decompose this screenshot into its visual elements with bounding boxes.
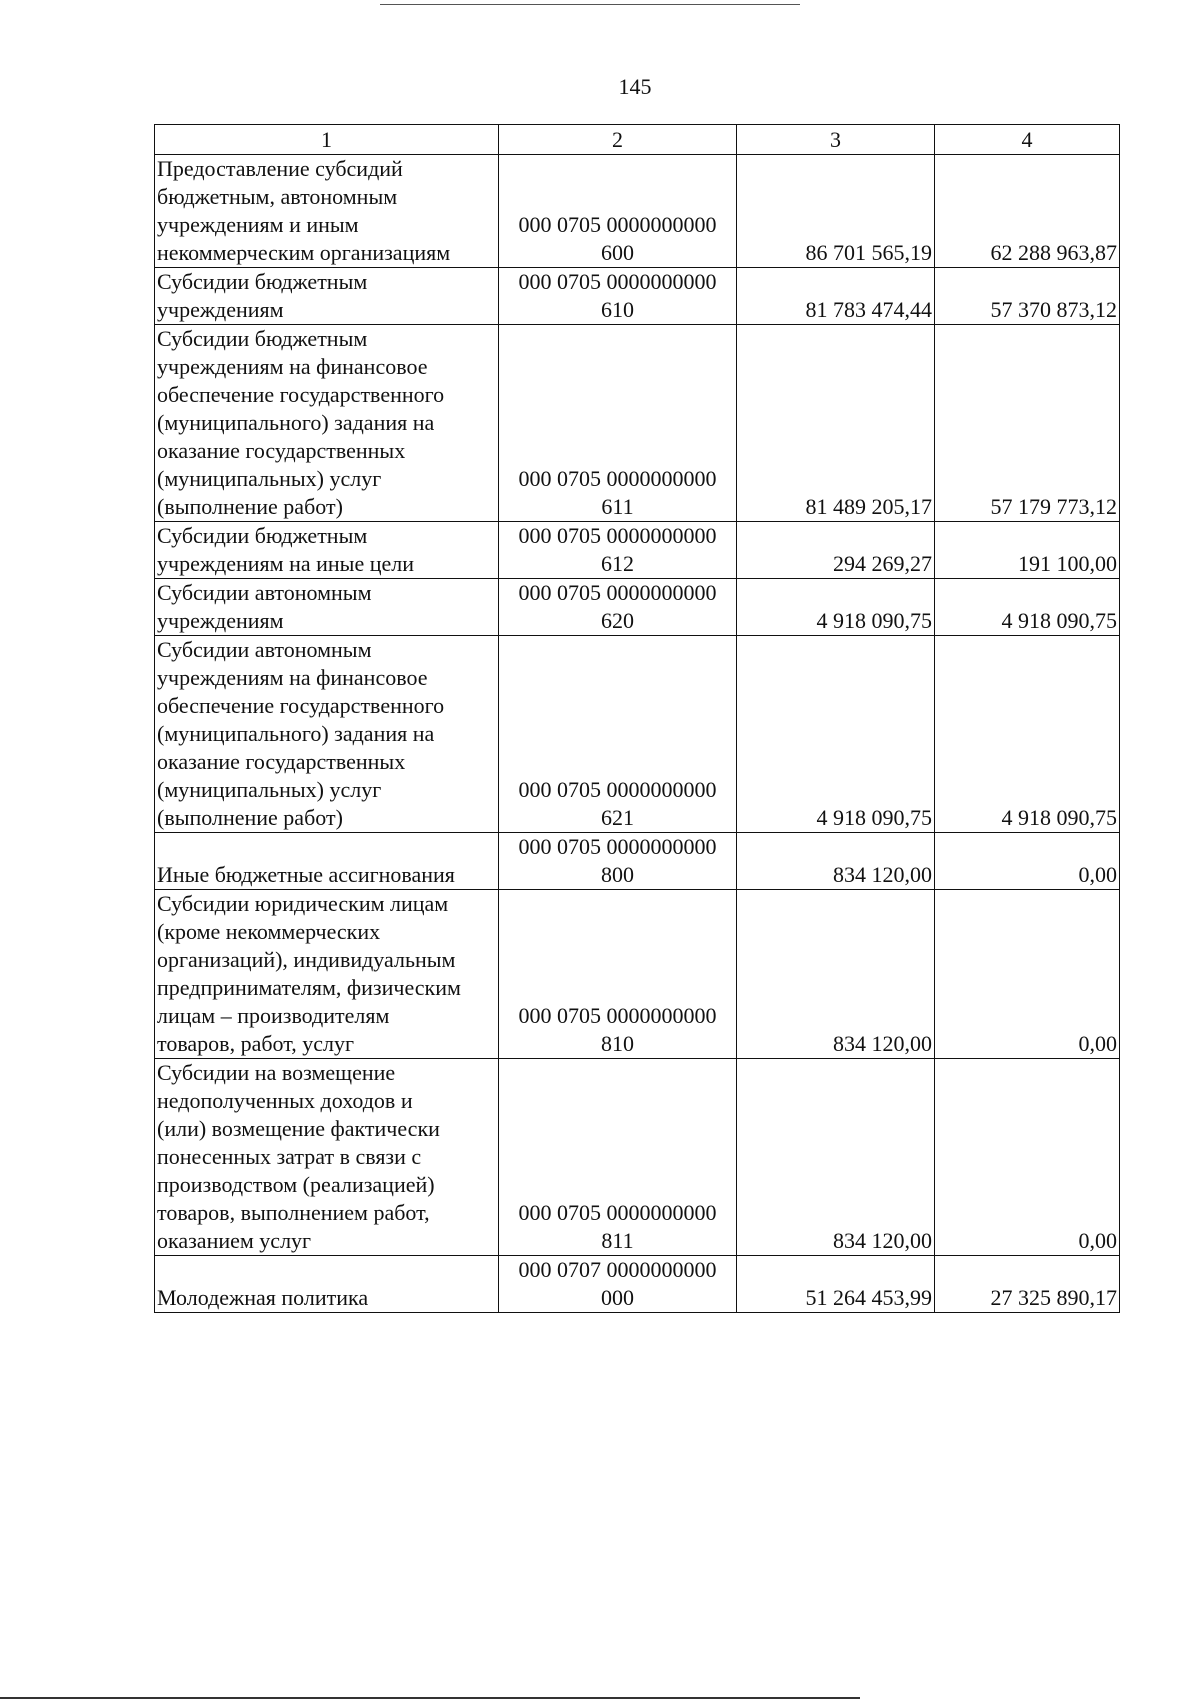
row-name: Субсидии бюджетным учреждениям на иные цели bbox=[155, 522, 499, 579]
column-header-2: 2 bbox=[499, 125, 737, 155]
table-row bbox=[155, 636, 1120, 833]
row-code: 000 0705 0000000000 612 bbox=[499, 522, 737, 579]
row-name: Субсидии автономным учреждениям на финансовое обеспечение государственного (муниципального) задания на оказание государственных (муниципальных) услуг (выполнение работ) bbox=[155, 636, 499, 833]
row-value-col4: 57 179 773,12 bbox=[935, 325, 1120, 522]
row-code: 000 0707 0000000000 000 bbox=[499, 1256, 737, 1313]
row-value-col3: 81 489 205,17 bbox=[737, 325, 935, 522]
row-name: Молодежная политика bbox=[155, 1256, 499, 1313]
row-value-col4: 4 918 090,75 bbox=[935, 579, 1120, 636]
row-code: 000 0705 0000000000 621 bbox=[499, 636, 737, 833]
row-value-col4: 27 325 890,17 bbox=[935, 1256, 1120, 1313]
budget-table bbox=[154, 124, 1120, 1313]
row-name: Субсидии бюджетным учреждениям на финансовое обеспечение государственного (муниципального) задания на оказание государственных (муниципальных) услуг (выполнение работ) bbox=[155, 325, 499, 522]
row-name: Субсидии бюджетным учреждениям bbox=[155, 268, 499, 325]
row-value-col4: 62 288 963,87 bbox=[935, 155, 1120, 268]
page-number: 145 bbox=[618, 74, 652, 99]
row-code: 000 0705 0000000000 600 bbox=[499, 155, 737, 268]
column-header-1: 1 bbox=[155, 125, 499, 155]
row-name: Субсидии автономным учреждениям bbox=[155, 579, 499, 636]
row-value-col3: 86 701 565,19 bbox=[737, 155, 935, 268]
row-name: Субсидии на возмещение недополученных доходов и (или) возмещение фактически понесенных затрат в связи с производством (реализацией) товаров, выполнением работ, оказанием услуг bbox=[155, 1059, 499, 1256]
row-value-col4: 0,00 bbox=[935, 890, 1120, 1059]
table-row bbox=[155, 833, 1120, 890]
row-value-col3: 4 918 090,75 bbox=[737, 579, 935, 636]
table-row bbox=[155, 325, 1120, 522]
row-value-col3: 834 120,00 bbox=[737, 890, 935, 1059]
row-value-col3: 81 783 474,44 bbox=[737, 268, 935, 325]
row-value-col4: 4 918 090,75 bbox=[935, 636, 1120, 833]
row-value-col3: 834 120,00 bbox=[737, 1059, 935, 1256]
top-scan-rule bbox=[380, 4, 800, 5]
row-value-col3: 294 269,27 bbox=[737, 522, 935, 579]
bottom-scan-rule bbox=[0, 1697, 860, 1699]
row-value-col4: 57 370 873,12 bbox=[935, 268, 1120, 325]
row-value-col4: 191 100,00 bbox=[935, 522, 1120, 579]
row-value-col3: 4 918 090,75 bbox=[737, 636, 935, 833]
table-header-row bbox=[155, 125, 1120, 155]
table-row bbox=[155, 579, 1120, 636]
column-header-3: 3 bbox=[737, 125, 935, 155]
row-value-col3: 51 264 453,99 bbox=[737, 1256, 935, 1313]
row-name: Иные бюджетные ассигнования bbox=[155, 833, 499, 890]
row-code: 000 0705 0000000000 611 bbox=[499, 325, 737, 522]
table-row bbox=[155, 1059, 1120, 1256]
table-row bbox=[155, 155, 1120, 268]
row-name: Субсидии юридическим лицам (кроме некоммерческих организаций), индивидуальным предпринимателям, физическим лицам – производителям товаров, работ, услуг bbox=[155, 890, 499, 1059]
table-row bbox=[155, 268, 1120, 325]
row-code: 000 0705 0000000000 810 bbox=[499, 890, 737, 1059]
row-name: Предоставление субсидий бюджетным, автономным учреждениям и иным некоммерческим организациям bbox=[155, 155, 499, 268]
row-value-col4: 0,00 bbox=[935, 833, 1120, 890]
row-code: 000 0705 0000000000 811 bbox=[499, 1059, 737, 1256]
column-header-4: 4 bbox=[935, 125, 1120, 155]
row-value-col3: 834 120,00 bbox=[737, 833, 935, 890]
table-row bbox=[155, 1256, 1120, 1313]
row-value-col4: 0,00 bbox=[935, 1059, 1120, 1256]
row-code: 000 0705 0000000000 620 bbox=[499, 579, 737, 636]
table-row bbox=[155, 890, 1120, 1059]
row-code: 000 0705 0000000000 800 bbox=[499, 833, 737, 890]
row-code: 000 0705 0000000000 610 bbox=[499, 268, 737, 325]
table-row bbox=[155, 522, 1120, 579]
